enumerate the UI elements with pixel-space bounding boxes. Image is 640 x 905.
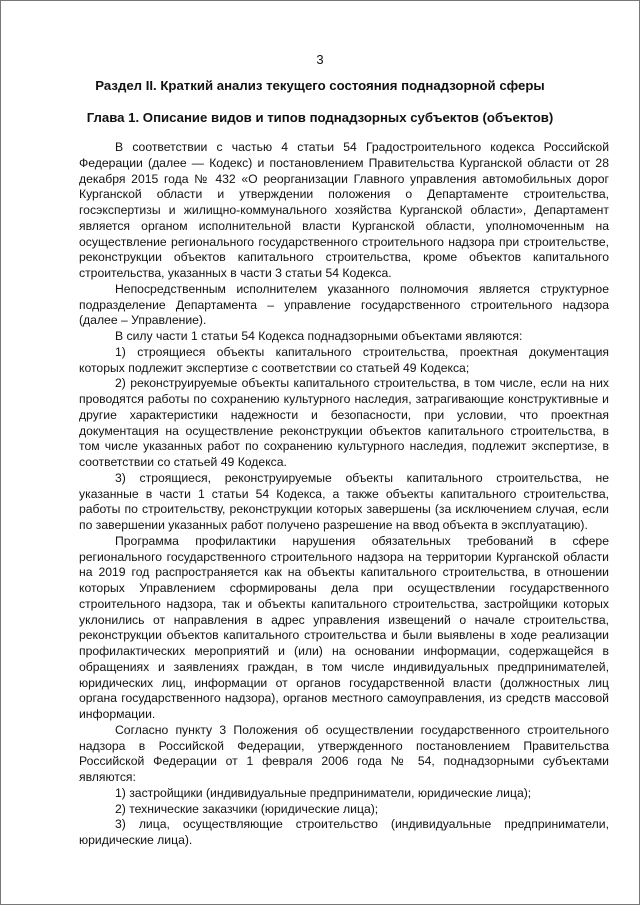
list-item-objects-3: 3) строящиеся, реконструируемые объекты капитального строительства, не указанные в части 1 статьи 54 Кодекса, а также объекты капитального строительства, работы по строительству, реконструкции которых завершены (за исключением случая, если по завершении указанных работ получено разрешение на ввод объекта в эксплуатацию). xyxy=(79,470,609,532)
list-item-subjects-2: 2) технические заказчики (юридические лица); xyxy=(115,801,379,816)
paragraph-objects-lead: В силу части 1 статьи 54 Кодекса поднадзорными объектами являются: xyxy=(115,329,523,343)
page-number: 3 xyxy=(316,52,324,67)
paragraph-intro: В соответствии с частью 4 статьи 54 Градостроительного кодекса Российской Федерации (далее — Кодекс) и постановлением Правительства Курганской области от 28 декабря 2015 года № 432 «О реорганизации Главного управления автомобильных дорог Курганской области и утверждении положения о Департаменте строительства, госэкспертизы и жилищно-коммунального хозяйства Курганской области», Департамент является органом исполнительной власти Курганской области, уполномоченным на осуществление регионального государственного строительного надзора при строительстве, реконструкции объектов капитального строительства, кроме объектов капитального строительства, указанных в части 3 статьи 54 Кодекса. xyxy=(79,140,609,280)
paragraph-subjects-lead: Согласно пункту 3 Положения об осуществлении государственного строительного надзора в Российской Федерации, утвержденного постановлением Правительства Российской Федерации от 1 февраля 2006 года № 54, поднадзорными субъектами являются: xyxy=(79,722,609,784)
paragraph-executor: Непосредственным исполнителем указанного полномочия является структурное подразделение Департамента – управление государственного строительного надзора (далее – Управление). xyxy=(79,281,609,328)
chapter-title: Глава 1. Описание видов и типов поднадзорных субъектов (объектов) xyxy=(86,110,554,125)
paragraph-program: Программа профилактики нарушения обязательных требований в сфере регионального государственного строительного надзора на территории Курганской области на 2019 год распространяется как на объекты капитального строительства, в отношении которых Управлением сформированы дела при осуществлении государственного строительного надзора, так и объекты капитального строительства, застройщики которых уклонились от направления в адрес управления извещений о начале строительства, реконструкции объектов капитального строительства и были выявлены в ходе реализации профилактических мероприятий и (или) на основании информации, содержащейся в обращениях и заявлениях граждан, в том числе индивидуальных предпринимателей, юридических лиц, информации от органов государственной власти (должностных лиц органа государственного надзора), органов местного самоуправления, из средств массовой информации. xyxy=(79,533,609,721)
list-item-subjects-1: 1) застройщики (индивидуальные предприниматели, юридические лица); xyxy=(115,785,532,800)
section-title: Раздел II. Краткий анализ текущего состояния поднадзорной сферы xyxy=(95,78,545,93)
list-item-subjects-3: 3) лица, осуществляющие строительство (индивидуальные предприниматели, юридические лица). xyxy=(79,817,609,847)
list-item-objects-1: 1) строящиеся объекты капитального строительства, проектная документация которых подлежит экспертизе с соответствии со статьей 49 Кодекса; xyxy=(79,344,609,375)
list-item-objects-2: 2) реконструируемые объекты капитального строительства, в том числе, если на них проводятся работы по сохранению культурного наследия, затрагивающие конструктивные и другие характеристики надежности и безопасности, при условии, что проектная документация на осуществление реконструкции объектов капитального строительства, в том числе указанных работ по сохранению культурного наследия, подлежит экспертизе, в соответствии со статьей 49 Кодекса. xyxy=(79,376,609,469)
document-body xyxy=(79,140,609,849)
